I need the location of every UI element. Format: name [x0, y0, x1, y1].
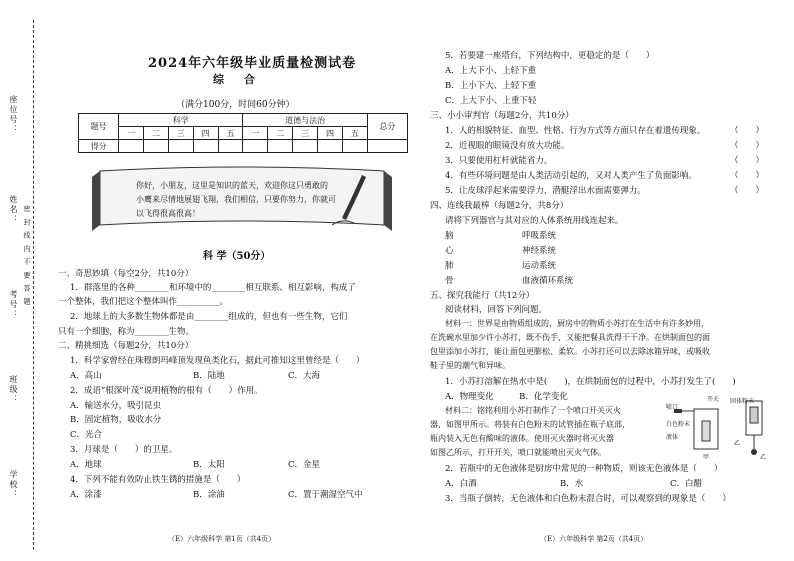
score-table-total: 总分 — [367, 114, 407, 140]
question-text: 5．若要建一座塔台，下列结构中，更稳定的是（ ） — [445, 51, 655, 61]
material-text: 器，如图甲所示。将装有白色粉末的试管插在瓶子底部， — [430, 420, 630, 429]
section-4-title: 四、连线我最棒（每题2分，共8分） — [430, 201, 569, 211]
option[interactable]: A．白酒 — [445, 479, 477, 489]
figure-label: 甲 — [703, 454, 710, 461]
score-num: 二 — [144, 127, 169, 140]
section-5-title: 五、探究我能行（共12分） — [430, 291, 535, 301]
system[interactable]: 运动系统 — [522, 261, 557, 271]
exam-note: （满分100分，时间60分钟） — [176, 100, 295, 110]
option[interactable]: B．上小下大、上轻下重 — [445, 81, 537, 91]
organ[interactable]: 肺 — [445, 261, 454, 271]
material-text: 如图乙所示，打开开关，喷口就能喷出灭火气体。 — [430, 448, 606, 457]
left-questions — [58, 0, 413, 561]
material-text: 材料一：世界是由物质组成的，厨房中的物质小苏打在生活中有许多妙用， — [445, 319, 709, 328]
judge-question: 5．让皮球浮起来需要浮力，潜艇浮出水面需要弹力。 — [445, 186, 646, 196]
option[interactable]: A．上大下小、上轻下重 — [445, 66, 537, 76]
option[interactable]: B．陆地 — [193, 371, 225, 381]
material-text: 材料二：铭铭利用小苏打制作了一个喷口开关灭火 — [445, 406, 621, 415]
figure-label: 乙 — [760, 454, 767, 461]
school-label: 学校： — [9, 470, 18, 500]
binding-margin — [0, 0, 40, 561]
figure-label: 喷口 — [666, 404, 679, 411]
organ[interactable]: 骨 — [445, 276, 454, 286]
banner-line3: 以飞得很高很高！ — [136, 209, 200, 218]
question-text: 1．小苏打溶解在热水中是( )，在烘制面包的过程中，小苏打发生了( ) — [445, 377, 736, 387]
figure-label: 固体粉末 — [730, 398, 755, 405]
score-num: 一 — [243, 127, 268, 140]
figure-label: 乙 — [734, 440, 741, 447]
judge-answer-box[interactable]: （ ） — [730, 156, 765, 166]
section-3-title: 三、小小审判官（每题2分，共10分） — [430, 111, 574, 121]
score-table-header: 题号 — [79, 114, 119, 140]
score-num: 五 — [342, 127, 367, 140]
option[interactable]: C．上大下小、上重下轻 — [445, 96, 537, 106]
question-text: 4．下列不能有效防止铁生锈的措施是（ ） — [70, 475, 246, 485]
system[interactable]: 神经系统 — [522, 246, 557, 256]
seat-label: 座位号： — [9, 95, 18, 135]
option[interactable]: B．水 — [560, 479, 584, 489]
option[interactable]: C．大海 — [288, 371, 321, 381]
option[interactable]: B．太阳 — [193, 460, 225, 470]
judge-answer-box[interactable]: （ ） — [730, 171, 765, 181]
score-num: 二 — [268, 127, 293, 140]
exam-no-label: 考号： — [9, 290, 18, 320]
material-text: 鞋子里的潮气和异味。 — [430, 361, 510, 370]
exam-subtitle: 综 合 — [213, 73, 263, 86]
option[interactable]: C．金星 — [288, 460, 321, 470]
footer-right: （E）六年级科学 第2页（共4页） — [540, 535, 648, 543]
question-text: 2．成语“根深叶茂”说明植物的根有（ ）作用。 — [70, 386, 263, 396]
banner-line1: 你好，小朋友，这里是知识的蓝天，欢迎你这只勇敢的 — [136, 181, 328, 190]
judge-answer-box[interactable]: （ ） — [730, 141, 765, 151]
right-page — [430, 0, 785, 561]
footer-left: （E）六年级科学 第1页（共4页） — [168, 535, 276, 543]
question-text: 1．科学家曾经在珠穆朗玛峰顶发现鱼类化石，据此可推知这里曾经是（ ） — [70, 356, 365, 366]
question-text: 只有一个细胞，称为________生物。 — [58, 327, 195, 337]
section-title: 科 学（50分） — [203, 251, 271, 262]
material-text: 包里添加小苏打，能让面包更膨松、柔软。小苏打还可以去除冰箱异味，或吸收 — [430, 347, 710, 356]
judge-question: 3．只要使用杠杆就能省力。 — [445, 156, 553, 166]
material-text: 在洗碗水里加少许小苏打，既不伤手，又能把餐具洗得干干净。在烘制面包的面 — [430, 333, 710, 342]
judge-question: 4．有些环境问题是由人类活动引起的，又对人类产生了负面影响。 — [445, 171, 697, 181]
banner-line2: 小鹰来尽情地展翅飞翔，我们相信，只要你努力，你就可 — [136, 195, 336, 204]
question-text: 3．当瓶子倒转，无色液体和白色粉末混合时，可以观察到的现象是（ ） — [445, 494, 731, 504]
option[interactable]: A．输送水分，吸引昆虫 — [70, 401, 162, 411]
option[interactable]: C．置于潮湿空气中 — [288, 490, 363, 500]
question-text: 请将下列器官与其对应的人体系统用线连起来。 — [445, 216, 624, 226]
seal-line — [33, 20, 34, 550]
score-table-row-label: 得分 — [79, 140, 119, 153]
judge-answer-box[interactable]: （ ） — [730, 186, 765, 196]
option[interactable]: C．光合 — [70, 430, 103, 440]
question-text: 2．地球上的大多数生物体都是由________组成的，但也有一些生物，它们 — [70, 312, 348, 322]
score-table-morality: 道德与法治 — [243, 114, 367, 127]
organ[interactable]: 脑 — [445, 231, 454, 241]
question-text: 一个整体，我们把这个整体叫作__________。 — [58, 297, 229, 307]
figure-label: 液体 — [666, 434, 679, 441]
system[interactable]: 血液循环系统 — [522, 276, 574, 286]
judge-question: 1．人的相貌特征、血型、性格、行为方式等方面只存在着遗传现象。 — [445, 126, 706, 136]
option[interactable]: A．高山 — [70, 371, 102, 381]
score-num: 三 — [168, 127, 193, 140]
option[interactable]: A．涂漆 — [70, 490, 102, 500]
question-text: 2．若瓶中的无色液体是厨房中常见的一种物质，则该无色液体是（ ） — [445, 464, 723, 474]
option[interactable]: B．固定植物，吸收水分 — [70, 415, 162, 425]
system[interactable]: 呼吸系统 — [522, 231, 557, 241]
score-num: 四 — [318, 127, 343, 140]
organ[interactable]: 心 — [445, 246, 454, 256]
question-text: 阅读材料，回答下列问题。 — [445, 305, 548, 315]
judge-answer-box[interactable]: （ ） — [730, 126, 765, 136]
figure-label: 开关 — [707, 396, 720, 403]
section-2-title: 二、精挑细选（每题2分，共10分） — [58, 341, 194, 351]
exam-title: 2024年六年级毕业质量检测试卷 — [148, 56, 357, 71]
option[interactable]: A．地球 — [70, 460, 102, 470]
option[interactable]: C．白醋 — [670, 479, 703, 489]
option[interactable]: A．物理变化 B．化学变化 — [445, 392, 568, 402]
judge-question: 2．近视眼的眼镜没有放大功能。 — [445, 141, 570, 151]
question-text: 3．月球是（ ）的卫星。 — [70, 445, 178, 455]
name-label: 姓名： — [9, 195, 18, 225]
score-num: 一 — [119, 127, 144, 140]
section-1-title: 一、奇思妙填（每空2分，共10分） — [58, 269, 194, 279]
score-num: 三 — [293, 127, 318, 140]
question-text: 1．群落里的各种________和环境中的________相互联系、相互影响，构成了 — [70, 283, 356, 293]
score-table-science: 科学 — [119, 114, 243, 127]
figure-label: 白色粉末 — [666, 421, 691, 428]
seal-text: 密 封 线 内 不 要 答 题 — [23, 205, 31, 307]
material-text: 瓶内装入无色有酸味的液体。使用灭火器时将灭火器 — [430, 434, 614, 443]
class-label: 班级： — [9, 375, 18, 405]
score-num: 四 — [193, 127, 218, 140]
score-num: 五 — [218, 127, 243, 140]
option[interactable]: B．涂油 — [193, 490, 225, 500]
